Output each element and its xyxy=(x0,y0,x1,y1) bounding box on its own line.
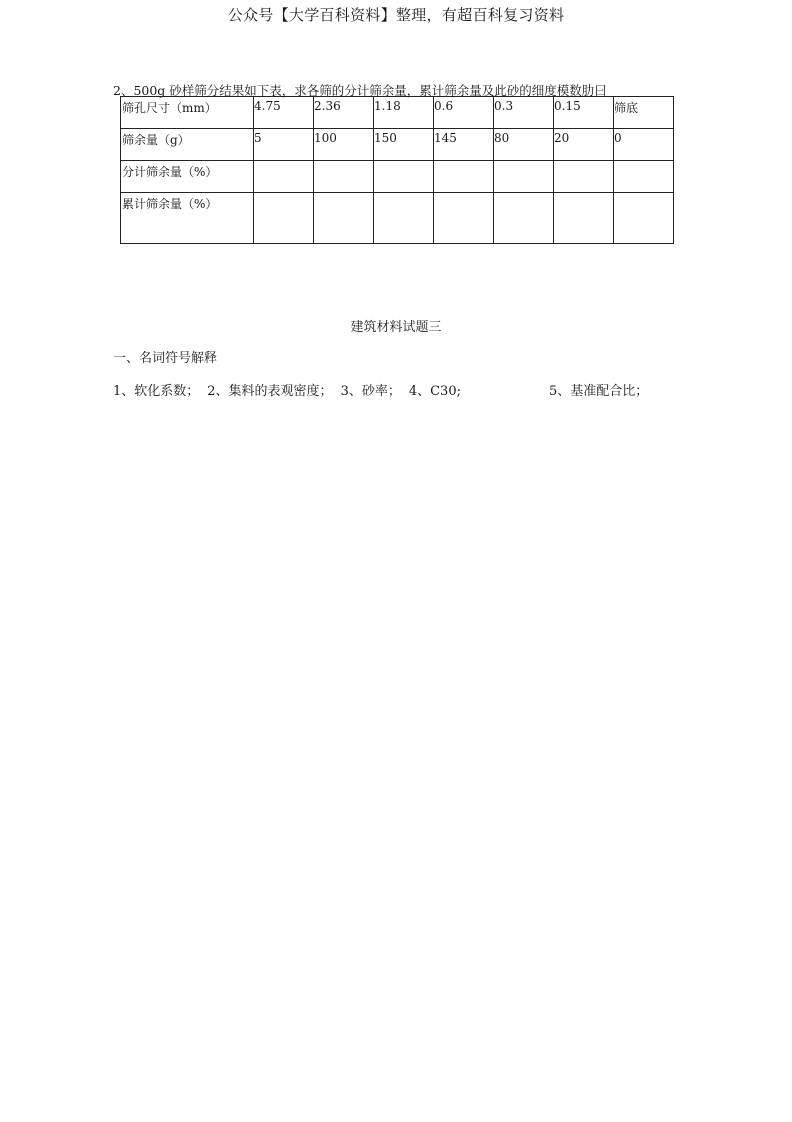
table-cell xyxy=(434,193,494,244)
table-cell xyxy=(434,161,494,193)
table-cell xyxy=(374,161,434,193)
table-cell: 筛底 xyxy=(614,97,674,129)
row-label-individual-retained: 分计筛余量（%） xyxy=(121,161,254,193)
page-header: 公众号【大学百科资料】整理，有超百科复习资料 xyxy=(227,6,565,24)
question-2-text: 2、500g 砂样筛分结果如下表，求各筛的分计筛余量，累计筛余量及此砂的细度模数肋曰 xyxy=(113,83,607,98)
table-cell: 2.36 xyxy=(314,97,374,129)
table-cell xyxy=(614,161,674,193)
table-row xyxy=(121,129,674,161)
section-heading: 一、名词符号解释 xyxy=(113,351,218,366)
term-item: 3、砂率； xyxy=(340,384,401,399)
table-cell xyxy=(254,193,314,244)
table-cell: 1.18 xyxy=(374,97,434,129)
table-cell: 0.6 xyxy=(434,97,494,129)
table-cell: 80 xyxy=(494,129,554,161)
term-item: 2、集料的表观密度； xyxy=(207,384,333,399)
term-item: 1、软化系数； xyxy=(113,384,200,399)
table-cell: 0.15 xyxy=(554,97,614,129)
table-cell: 20 xyxy=(554,129,614,161)
table-cell: 0 xyxy=(614,129,674,161)
table-row xyxy=(121,161,674,193)
table-cell: 5 xyxy=(254,129,314,161)
term-item: 5、基准配合比； xyxy=(548,384,649,399)
table-cell xyxy=(554,193,614,244)
table-cell: 145 xyxy=(434,129,494,161)
table-cell: 150 xyxy=(374,129,434,161)
table-cell xyxy=(374,193,434,244)
table-cell xyxy=(494,193,554,244)
table-cell xyxy=(254,161,314,193)
row-label-retained-mass: 筛余量（g） xyxy=(121,129,254,161)
terms-line xyxy=(113,380,648,399)
row-label-cumulative-retained: 累计筛余量（%） xyxy=(121,193,254,244)
table-cell: 0.3 xyxy=(494,97,554,129)
table-cell xyxy=(314,193,374,244)
table-cell: 100 xyxy=(314,129,374,161)
table-cell xyxy=(614,193,674,244)
section-title: 建筑材料试题三 xyxy=(350,320,442,335)
term-item: 4、C30; xyxy=(408,384,461,399)
sieve-analysis-table xyxy=(120,96,674,244)
table-row xyxy=(121,193,674,244)
table-cell xyxy=(554,161,614,193)
row-label-sieve-size: 筛孔尺寸（mm） xyxy=(121,97,254,129)
table-cell xyxy=(494,161,554,193)
table-cell xyxy=(314,161,374,193)
table-cell: 4.75 xyxy=(254,97,314,129)
table-row xyxy=(121,97,674,129)
